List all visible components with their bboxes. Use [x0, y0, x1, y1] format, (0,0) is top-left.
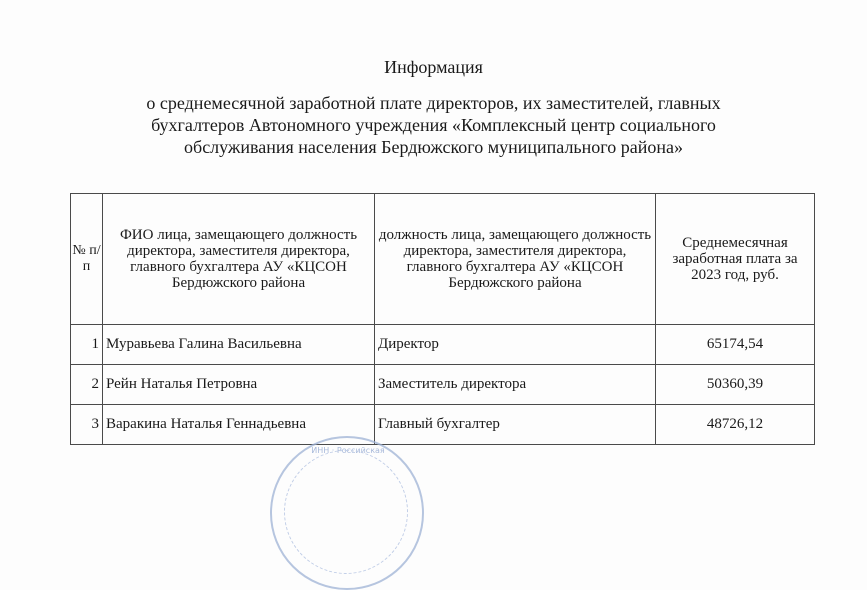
header-full-name: ФИО лица, замещающего должность директора, заместителя директора, главного бухгалтера АУ «КЦСОН Бердюжского района — [103, 194, 375, 325]
salary-table — [70, 193, 815, 445]
row-position: Главный бухгалтер — [375, 405, 656, 445]
subtitle-line-2: бухгалтеров Автономного учреждения «Комплексный центр социального — [151, 115, 716, 135]
document-title: Информация — [384, 57, 483, 77]
row-salary: 65174,54 — [656, 325, 815, 365]
official-seal-stamp — [270, 436, 424, 590]
row-salary: 50360,39 — [656, 365, 815, 405]
table-row — [71, 405, 815, 445]
row-full-name: Рейн Наталья Петровна — [103, 365, 375, 405]
seal-text: ИНН · Российская — [311, 446, 385, 455]
row-position: Директор — [375, 325, 656, 365]
row-position: Заместитель директора — [375, 365, 656, 405]
row-number: 2 — [71, 365, 103, 405]
row-full-name: Варакина Наталья Геннадьевна — [103, 405, 375, 445]
subtitle-line-3: обслуживания населения Бердюжского муниципального района» — [184, 137, 683, 157]
header-position: должность лица, замещающего должность директора, заместителя директора, главного бухгалтера АУ «КЦСОН Бердюжского района — [375, 194, 656, 325]
header-salary: Среднемесячная заработная плата за 2023 год, руб. — [656, 194, 815, 325]
subtitle-line-1: о среднемесячной заработной плате директоров, их заместителей, главных — [146, 93, 721, 113]
row-full-name: Муравьева Галина Васильевна — [103, 325, 375, 365]
header-number: № п/п — [71, 194, 103, 325]
table-row — [71, 325, 815, 365]
table-row — [71, 365, 815, 405]
table-header-row — [71, 194, 815, 325]
row-salary: 48726,12 — [656, 405, 815, 445]
row-number: 1 — [71, 325, 103, 365]
document-subtitle — [0, 92, 867, 158]
row-number: 3 — [71, 405, 103, 445]
